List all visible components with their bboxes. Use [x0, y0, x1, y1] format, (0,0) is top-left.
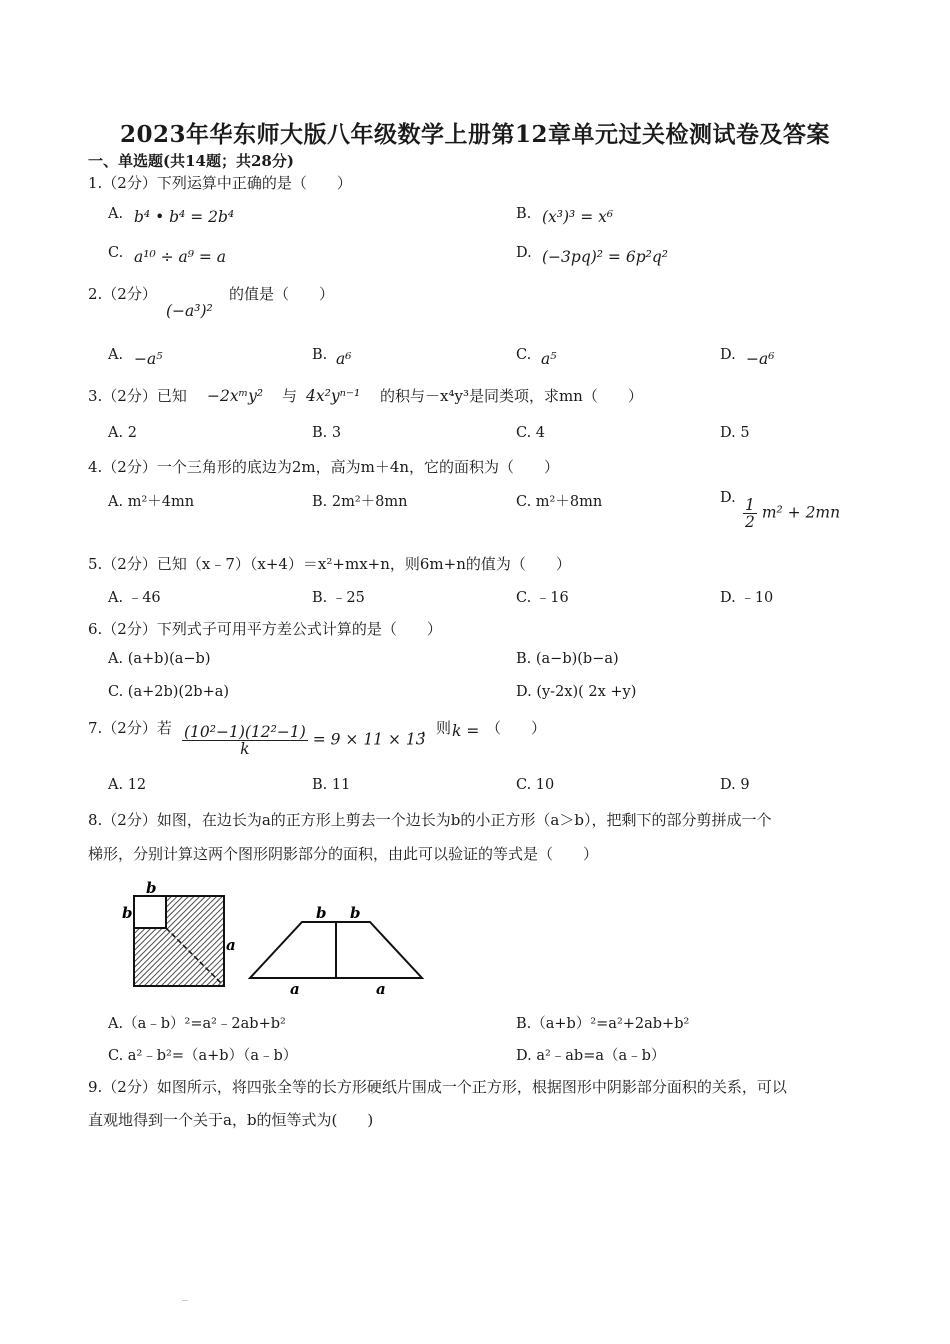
- q8-option-b: B.（a+b）²=a²+2ab+b²: [516, 1016, 690, 1032]
- q3-option-c: C. 4: [516, 425, 546, 441]
- q3-option-d: D. 5: [720, 425, 750, 441]
- section-heading: 一、单选题(共14题；共28分): [88, 152, 294, 170]
- q8-option-d: D. a²﹣ab=a（a﹣b）: [516, 1048, 666, 1064]
- question-7-stem-suffix: （ ）: [486, 719, 547, 737]
- q8-option-c: C. a²﹣b²=（a+b）（a﹣b）: [108, 1048, 298, 1064]
- q1-option-a-label: A.: [108, 206, 124, 222]
- q2-option-c-math: a⁵: [541, 350, 557, 368]
- question-7-stem-prefix: 7.（2分）若: [88, 719, 172, 737]
- q3-math-2: 4x²yⁿ⁻¹: [306, 387, 361, 405]
- q7-option-a: A. 12: [108, 777, 147, 793]
- q5-option-a: A. ﹣46: [108, 590, 161, 606]
- q8-trap-label-a2: a: [376, 980, 386, 998]
- q2-option-b-label: B.: [312, 347, 328, 363]
- q7-k-math: k =: [452, 722, 480, 740]
- q4-fraction-denominator: 2: [745, 513, 755, 531]
- q4-option-a: A. m²＋4mn: [108, 494, 195, 510]
- question-4-stem: 4.（2分）一个三角形的底边为2m，高为m＋4n，它的面积为（ ）: [88, 458, 560, 476]
- q3-option-b: B. 3: [312, 425, 342, 441]
- question-3-stem-prefix: 3.（2分）已知: [88, 387, 187, 405]
- q8-label-b-top: b: [146, 879, 157, 897]
- q6-option-d: D. (y-2x)( 2x +y): [516, 684, 637, 700]
- q2-stem-math: (−a³)²: [166, 302, 213, 320]
- q1-option-d-math: (−3pq)² = 6p²q²: [542, 248, 668, 266]
- q8-trap-label-b2: b: [350, 904, 361, 922]
- q6-option-b: B. (a−b)(b−a): [516, 651, 619, 667]
- q3-option-a: A. 2: [108, 425, 137, 441]
- q8-option-a: A.（a﹣b）²=a²﹣2ab+b²: [108, 1016, 286, 1032]
- q8-figure: [110, 878, 440, 998]
- q7-fraction-numerator: (10²−1)(12²−1): [184, 723, 306, 741]
- q8-trap-label-b1: b: [316, 904, 327, 922]
- question-5-stem: 5.（2分）已知（x﹣7）（x+4）＝x²+mx+n，则6m+n的值为（ ）: [88, 555, 571, 573]
- q5-option-b: B. ﹣25: [312, 590, 365, 606]
- q8-label-b-left: b: [122, 904, 133, 922]
- q4-fraction-numerator: 1: [745, 496, 755, 514]
- question-2-stem-prefix: 2.（2分）: [88, 285, 157, 303]
- q1-option-a-math: b⁴ • b⁴ = 2b⁴: [134, 208, 235, 226]
- question-9-stem-line1: 9.（2分）如图所示，将四张全等的长方形硬纸片围成一个正方形，根据图形中阴影部分面积的关系，可以: [88, 1078, 787, 1096]
- q2-option-d-label: D.: [720, 347, 736, 363]
- q1-option-c-label: C.: [108, 245, 124, 261]
- q7-equation: [182, 724, 426, 757]
- q7-option-b: B. 11: [312, 777, 351, 793]
- q4-option-b: B. 2m²＋8mn: [312, 494, 408, 510]
- q4-option-d-math: [743, 497, 840, 530]
- q8-label-a-right: a: [226, 936, 236, 954]
- q7-option-c: C. 10: [516, 777, 555, 793]
- q5-option-c: C. ﹣16: [516, 590, 569, 606]
- question-1-stem: 1.（2分）下列运算中正确的是（ ）: [88, 174, 352, 192]
- q5-option-d: D. ﹣10: [720, 590, 774, 606]
- q7-equation-rhs: = 9 × 11 × 13: [312, 730, 426, 749]
- q1-option-b-label: B.: [516, 206, 532, 222]
- question-6-stem: 6.（2分）下列式子可用平方差公式计算的是（ ）: [88, 620, 442, 638]
- q8-small-square: [134, 896, 166, 928]
- q1-option-d-label: D.: [516, 245, 532, 261]
- q1-option-b-math: (x³)³ = x⁶: [542, 208, 614, 226]
- q7-option-d: D. 9: [720, 777, 750, 793]
- q6-option-a: A. (a+b)(a−b): [108, 651, 211, 667]
- q3-math-1: −2xᵐy²: [207, 387, 264, 405]
- q7-fraction-denominator: k: [240, 740, 250, 758]
- q4-fraction: [743, 497, 757, 530]
- question-3-stem-suffix: 的积与－x⁴y³是同类项，求mn（ ）: [380, 387, 643, 405]
- q7-fraction: [182, 724, 308, 757]
- q6-option-c: C. (a+2b)(2b+a): [108, 684, 230, 700]
- q4-option-c: C. m²＋8mn: [516, 494, 603, 510]
- question-7-stem-mid: ，则: [421, 719, 452, 737]
- q2-option-a-math: −a⁵: [134, 350, 163, 368]
- question-8-stem-line1: 8.（2分）如图，在边长为a的正方形上剪去一个边长为b的小正方形（a＞b），把剩下的部分剪拼成一个: [88, 811, 772, 829]
- q4-option-d-label: D.: [720, 490, 736, 506]
- q8-trap-label-a1: a: [290, 980, 300, 998]
- q2-option-b-math: a⁶: [336, 350, 352, 368]
- question-3-stem-mid: 与: [282, 387, 298, 405]
- question-9-stem-line2: 直观地得到一个关于a，b的恒等式为( ): [88, 1111, 374, 1129]
- q4-option-d-expression: m² + 2mn: [761, 503, 841, 522]
- question-8-stem-line2: 梯形，分别计算这两个图形阴影部分的面积，由此可以验证的等式是（ ）: [88, 845, 599, 863]
- q1-option-c-math: a¹⁰ ÷ a⁹ = a: [134, 248, 227, 266]
- q2-option-d-math: −a⁶: [746, 350, 775, 368]
- question-2-stem-suffix: 的值是（ ）: [229, 285, 335, 303]
- q2-option-a-label: A.: [108, 347, 124, 363]
- page-mark: [182, 1300, 188, 1301]
- page-title: 2023年华东师大版八年级数学上册第12章单元过关检测试卷及答案: [119, 121, 831, 148]
- q2-option-c-label: C.: [516, 347, 532, 363]
